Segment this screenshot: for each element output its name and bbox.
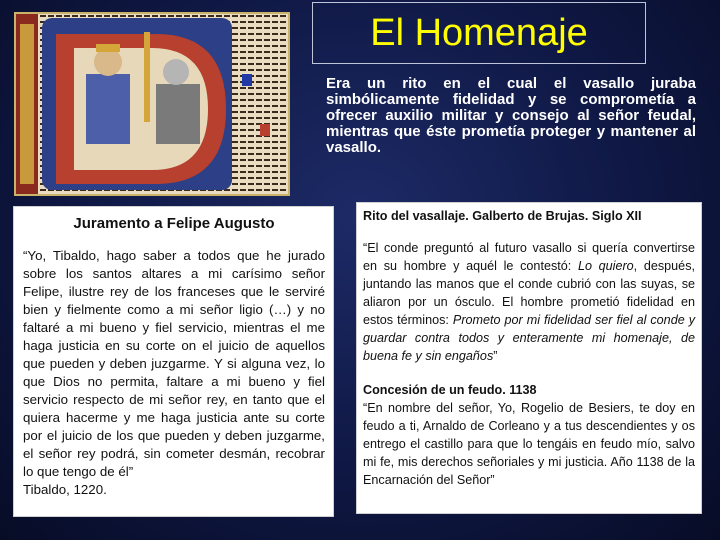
oath-signature: Tibaldo, 1220. xyxy=(23,482,107,497)
rite-text-italic: Prometo por mi fidelidad ser fiel al conde y guardar contra todos y enteramente mi homenaje, de buena fe y sin engaños xyxy=(363,313,696,363)
oath-panel xyxy=(13,206,334,517)
vassalage-panel xyxy=(356,202,702,514)
rite-text-italic: Lo quiero xyxy=(577,259,634,273)
fief-grant-text: “En nombre del señor, Yo, Rogelio de Besiers, te doy en feudo a ti, Arnaldo de Corleano y a tus descendientes y os entrego el castillo para que lo tengáis en feudo mío, salvo mi fe, mis derechos señoriales y mi justicia. Año 1138 de la Encarnación del Señor” xyxy=(363,401,695,487)
rite-text-part: , después, juntando las manos que el conde cubrió con las suyas, se aliaron por un ósculo. El hombre prometió fidelidad en estos términos: xyxy=(363,259,695,327)
rite-text-end: ” xyxy=(493,349,498,363)
rite-text-part: “El conde preguntó al futuro vasallo si quería convertirse en su hombre y aquél le contestó: xyxy=(363,241,695,273)
illuminated-letter-d-image xyxy=(16,14,288,194)
vassalage-rite-text xyxy=(363,239,695,365)
intro-paragraph: Era un rito en el cual el vasallo juraba simbólicamente fidelidad y se comprometía a ofrecer auxilio militar y consejo al señor feudal, mientras que éste prometía proteger y mantener al vasallo. xyxy=(326,75,696,156)
oath-heading: Juramento a Felipe Augusto xyxy=(73,215,275,232)
vassalage-rite-heading: Rito del vasallaje. Galberto de Brujas. Siglo XII xyxy=(363,209,642,223)
fief-grant-heading: Concesión de un feudo. 1138 xyxy=(363,383,537,397)
illuminated-manuscript-image xyxy=(14,12,290,196)
oath-text: “Yo, Tibaldo, hago saber a todos que he jurado sobre los santos altares a mi carísimo señor Felipe, ilustre rey de los franceses que le serviré bien y fielmente como a mi señor ligio (…) y no faltaré a mi bueno y fiel servicio, mientras el me haga justicia en su corte on el juicio de aquellos que pueden y deben juzgarme. Y si alguna vez, lo que Dios no permita, faltare a mi bueno y fiel servicio respecto de mi señor rey, en tanto que el quiera hacerme y me haga justicia ante su corte por el juicio de los que pueden y deben juzgarme, el señor rey podrá, sin cometer desmán, recobrar lo que tengo de él” xyxy=(23,248,325,479)
page-title: El Homenaje xyxy=(312,2,646,64)
